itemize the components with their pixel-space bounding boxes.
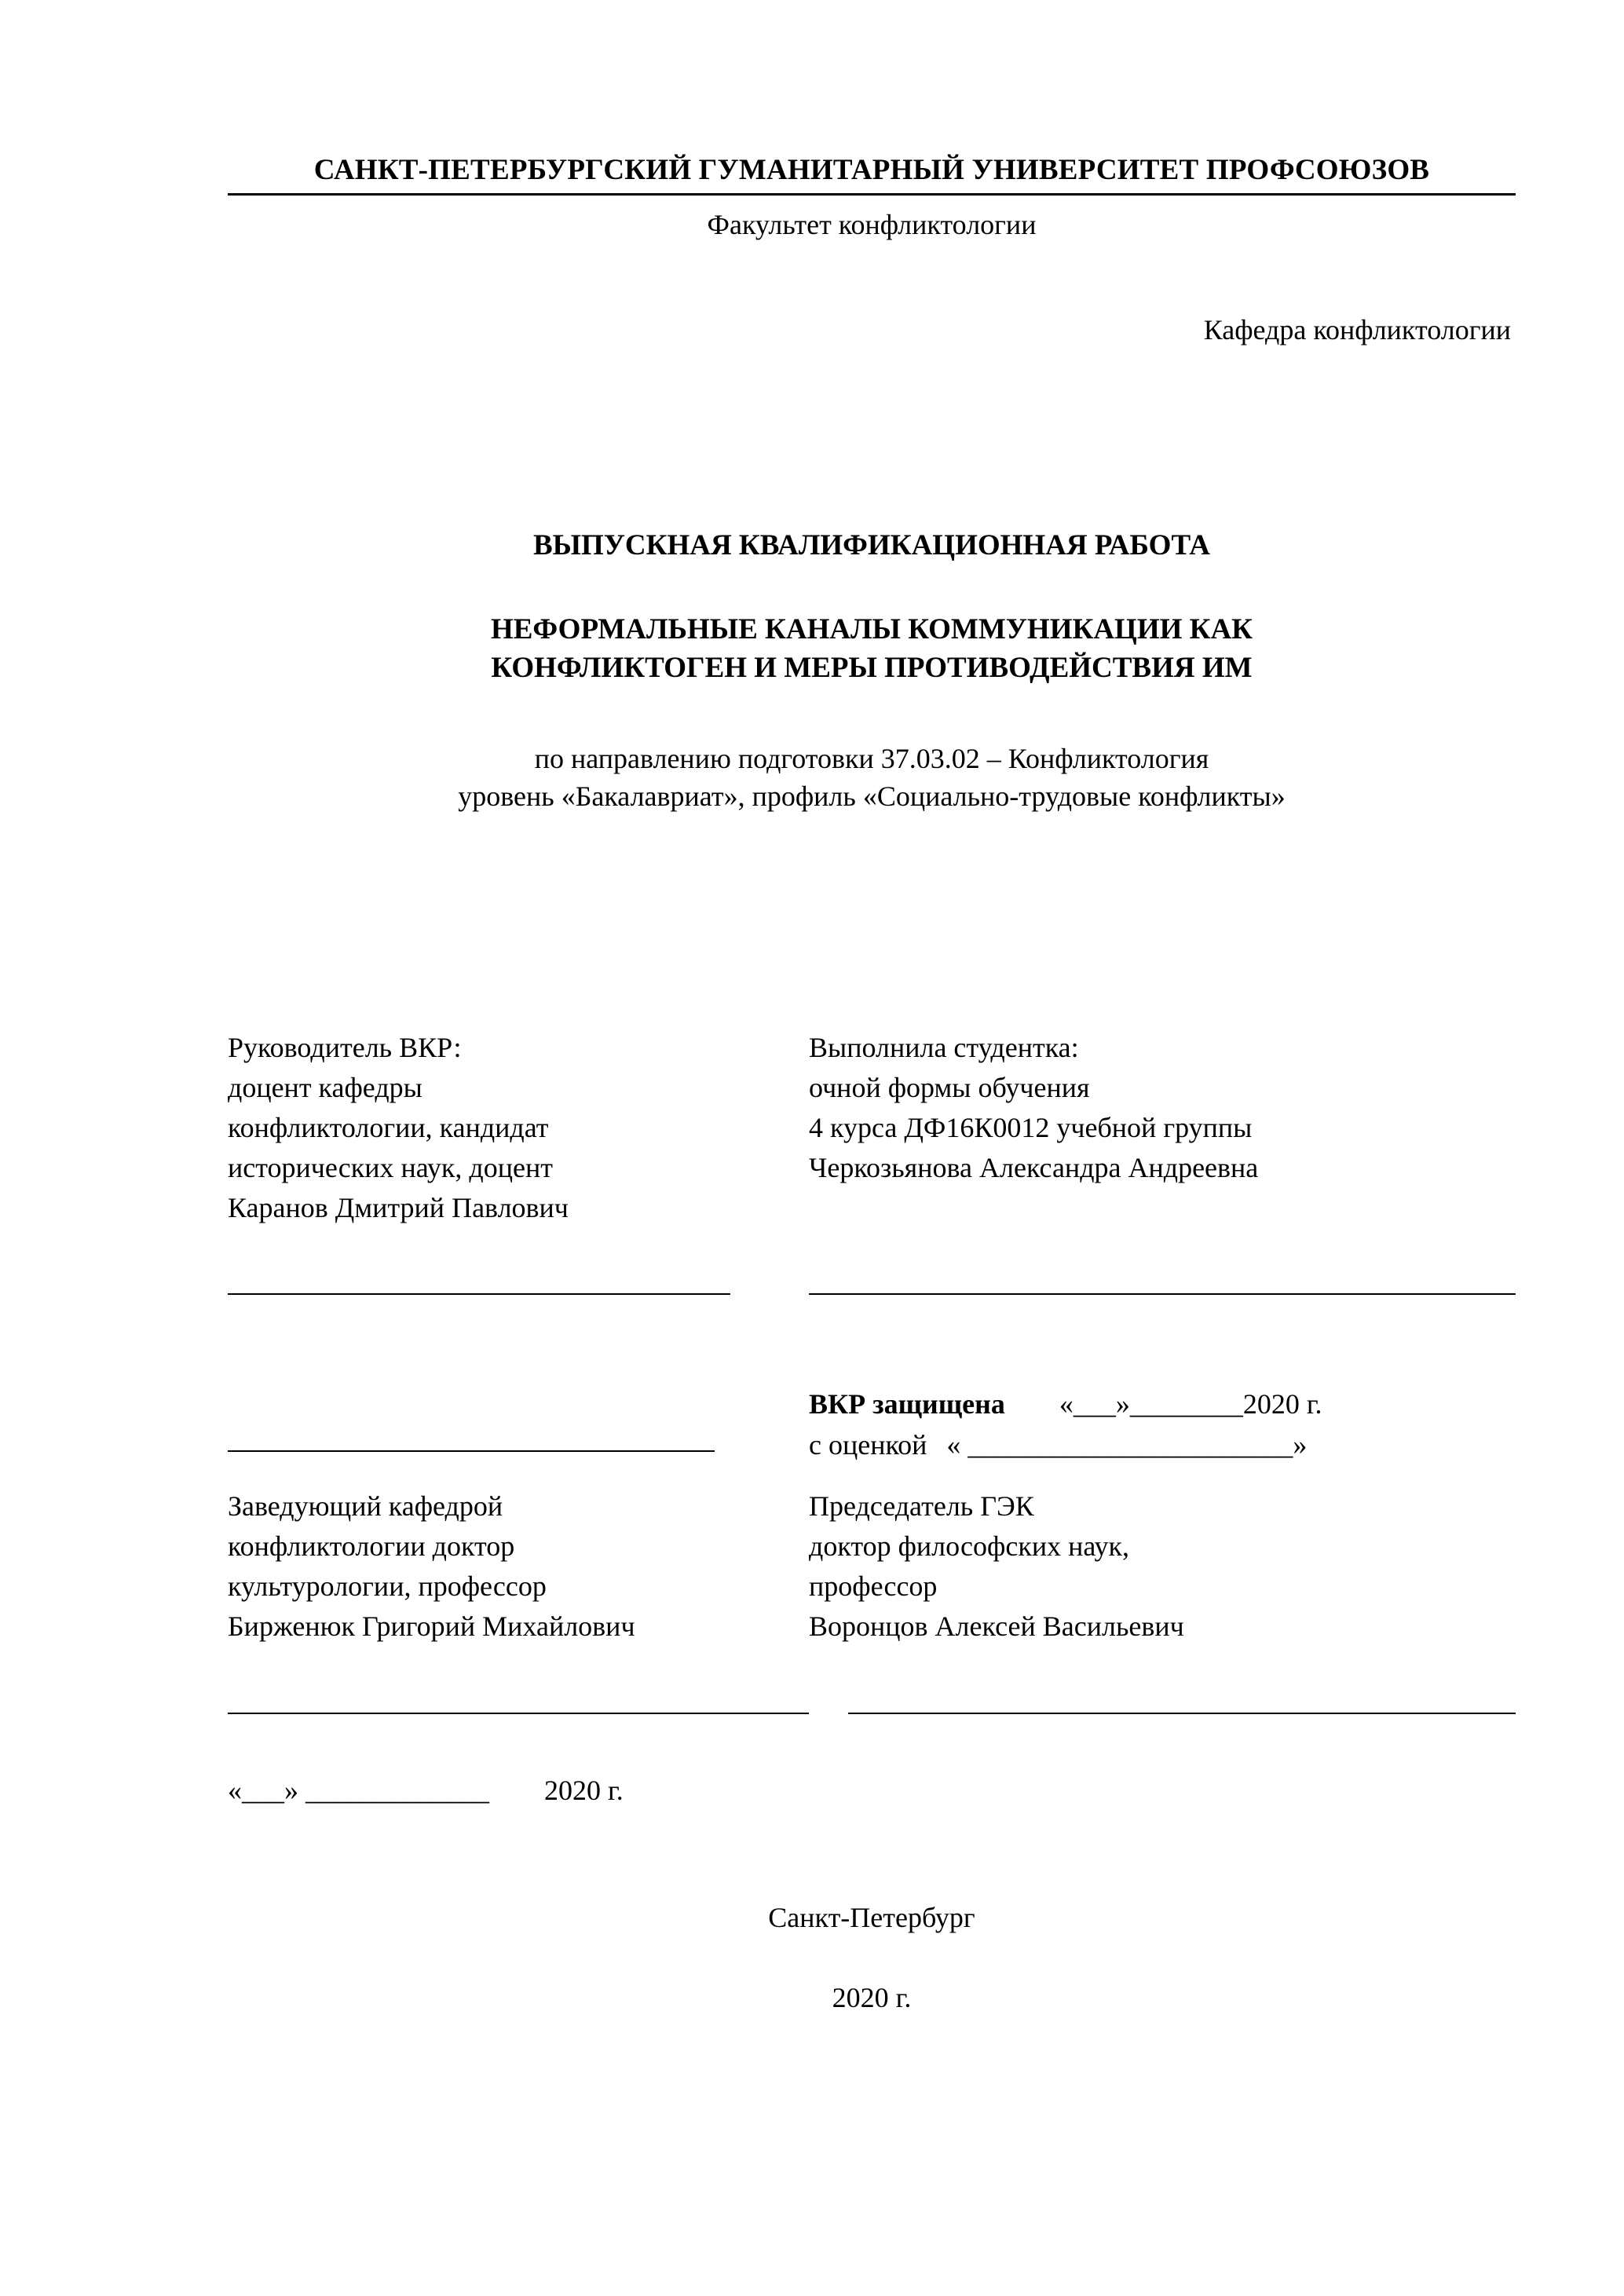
head-of-department-line-2: конфликтологии доктор — [228, 1530, 515, 1562]
work-type: ВЫПУСКНАЯ КВАЛИФИКАЦИОННАЯ РАБОТА — [532, 529, 1211, 561]
gek-chairman-block — [809, 1486, 1516, 1647]
work-title — [228, 611, 1516, 688]
defense-block — [228, 1387, 1516, 1474]
gek-chairman-line-1: Председатель ГЭК — [809, 1490, 1034, 1522]
defense-date-blank: «___»________2020 г. — [1059, 1387, 1322, 1420]
gek-chairman-line-3: профессор — [809, 1570, 938, 1603]
student-block — [809, 1028, 1516, 1188]
signature-line-right-bottom — [848, 1713, 1516, 1714]
supervisor-name: Каранов Дмитрий Павлович — [228, 1192, 569, 1224]
supervisor-line-3: исторических наук, доцент — [228, 1152, 553, 1184]
signature-line-student — [809, 1293, 1516, 1295]
faculty-name: Факультет конфликтологии — [707, 209, 1037, 240]
student-line-2: 4 курса ДФ16К0012 учебной группы — [809, 1112, 1253, 1144]
defense-date-row — [809, 1387, 1516, 1420]
work-title-line-1: НЕФОРМАЛЬНЫЕ КАНАЛЫ КОММУНИКАЦИИ КАК — [490, 613, 1253, 645]
date-blank: «___» _____________ — [228, 1774, 489, 1806]
supervisor-line-1: доцент кафедры — [228, 1071, 422, 1103]
head-of-department-line-1: Заведующий кафедрой — [228, 1490, 503, 1522]
page-content — [228, 0, 1516, 2014]
head-of-department-line-3: культурологии, профессор — [228, 1570, 547, 1603]
year: 2020 г. — [832, 1981, 912, 2013]
signature-line-supervisor — [228, 1293, 730, 1295]
university-name: САНКТ-ПЕТЕРБУРГСКИЙ ГУМАНИТАРНЫЙ УНИВЕРСИТЕТ ПРОФСОЮЗОВ — [313, 154, 1430, 186]
department-name: Кафедра конфликтологии — [1203, 314, 1511, 345]
head-of-department-name: Бирженюк Григорий Михайлович — [228, 1610, 635, 1643]
defense-grade-blank: « _______________________» — [946, 1428, 1308, 1461]
defense-label: ВКР защищена — [809, 1387, 1005, 1420]
signature-row-bottom — [228, 1697, 1516, 1728]
study-direction — [228, 740, 1516, 816]
people-block — [228, 1028, 1516, 1263]
head-of-department-block — [228, 1486, 793, 1647]
roles-block — [228, 1486, 1516, 1667]
gek-chairman-line-2: доктор философских наук, — [809, 1530, 1129, 1562]
signature-line-left-bottom — [228, 1713, 809, 1714]
gek-chairman-name: Воронцов Алексей Васильевич — [809, 1610, 1184, 1643]
city: Санкт-Петербург — [768, 1901, 975, 1933]
signature-row-top — [228, 1278, 1516, 1309]
defense-grade-row — [809, 1428, 1563, 1461]
defense-grade-label: с оценкой — [809, 1428, 927, 1461]
supervisor-line-2: конфликтологии, кандидат — [228, 1112, 549, 1144]
supervisor-block — [228, 1028, 777, 1229]
work-title-line-2: КОНФЛИКТОГЕН И МЕРЫ ПРОТИВОДЕЙСТВИЯ ИМ — [491, 651, 1253, 684]
student-line-1: очной формы обучения — [809, 1071, 1090, 1103]
date-year: 2020 г. — [544, 1774, 624, 1806]
supervisor-label: Руководитель ВКР: — [228, 1031, 462, 1063]
date-row — [228, 1774, 1516, 1807]
student-name: Черкозьянова Александра Андреевна — [809, 1152, 1259, 1184]
signature-line-head-department — [228, 1450, 715, 1452]
header-divider — [228, 193, 1516, 196]
study-direction-line-2: уровень «Бакалавриат», профиль «Социально-трудовые конфликты» — [458, 781, 1286, 813]
study-direction-line-1: по направлению подготовки 37.03.02 – Конфликтология — [534, 742, 1209, 774]
student-label: Выполнила студентка: — [809, 1031, 1079, 1063]
